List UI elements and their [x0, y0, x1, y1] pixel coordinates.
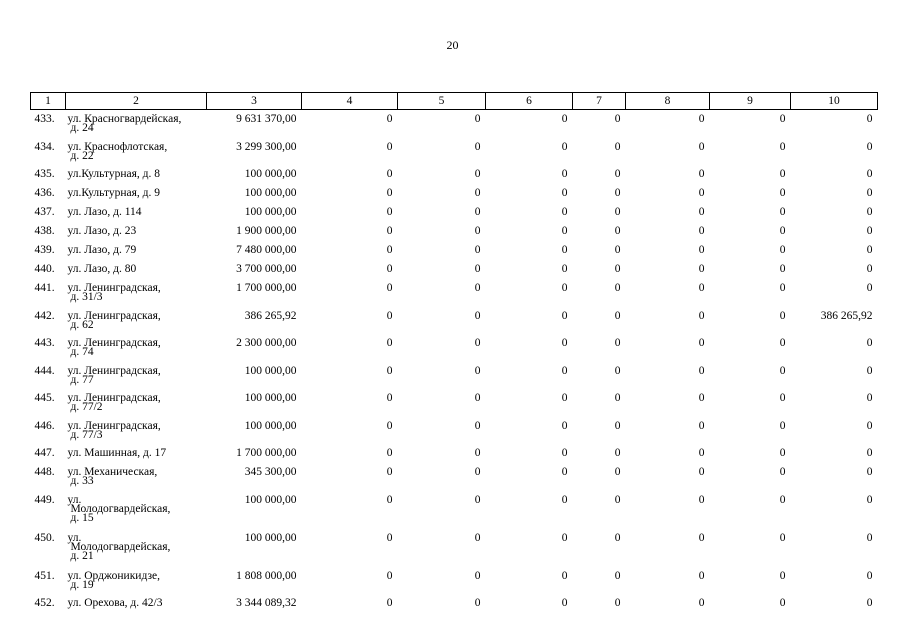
row-number: 441. [34, 282, 55, 294]
value-cell-col-7: 0 [614, 140, 621, 153]
value-cell-col-3: 386 265,92 [244, 309, 297, 322]
row-number: 443. [34, 337, 55, 349]
address-line: ул. Лазо, д. 79 [67, 244, 137, 256]
value-cell-col-5: 0 [474, 187, 481, 199]
row-number: 449. [34, 493, 55, 506]
value-cell-col-3: 9 631 370,00 [236, 113, 297, 125]
column-header-6: 6 [486, 93, 573, 110]
table-row [31, 448, 878, 467]
address-cell [66, 207, 207, 226]
value-cell-col-10: 0 [866, 206, 873, 218]
value-cell-col-8: 0 [698, 225, 705, 237]
row-number: 435. [34, 168, 55, 180]
value-cell-col-5: 0 [474, 309, 481, 322]
address-line: ул. Ленинградская, [67, 337, 161, 349]
value-cell-col-4: 0 [386, 282, 393, 294]
value-cell-col-10: 0 [866, 337, 873, 349]
value-cell-col-7: 0 [614, 113, 621, 125]
value-cell-col-4: 0 [386, 569, 393, 582]
value-cell-col-10: 0 [866, 466, 873, 478]
value-cell-col-5: 0 [474, 244, 481, 256]
value-cell-col-10: 0 [866, 282, 873, 294]
value-cell-col-3: 3 299 300,00 [236, 140, 297, 153]
value-cell-col-6: 0 [561, 113, 568, 125]
address-line: Молодогвардейская, [70, 540, 171, 553]
value-cell-col-4: 0 [386, 337, 393, 349]
value-cell-col-3: 7 480 000,00 [236, 244, 297, 256]
value-cell-col-4: 0 [386, 168, 393, 180]
value-cell-col-7: 0 [614, 263, 621, 275]
address-line: ул. Ленинградская, [67, 309, 161, 322]
value-cell-col-4: 0 [386, 225, 393, 237]
value-cell-col-9: 0 [779, 244, 786, 256]
address-cell [66, 366, 207, 394]
value-cell-col-8: 0 [698, 206, 705, 218]
value-cell-col-7: 0 [614, 206, 621, 218]
value-cell-col-7: 0 [614, 187, 621, 199]
value-cell-col-8: 0 [698, 337, 705, 349]
value-cell-col-4: 0 [386, 263, 393, 275]
value-cell-col-5: 0 [474, 140, 481, 153]
address-line: ул. [67, 493, 82, 506]
value-cell-col-3: 100 000,00 [244, 168, 297, 180]
value-cell-col-3: 100 000,00 [244, 419, 297, 432]
value-cell-col-6: 0 [561, 309, 568, 322]
row-number: 439. [34, 244, 55, 256]
address-line: д. 33 [70, 475, 94, 488]
value-cell-col-8: 0 [698, 113, 705, 125]
table-row [31, 533, 878, 571]
value-cell-col-4: 0 [386, 206, 393, 218]
value-cell-col-8: 0 [698, 493, 705, 506]
address-line: ул. Лазо, д. 114 [67, 206, 142, 218]
value-cell-col-3: 345 300,00 [244, 466, 297, 478]
address-line: д. 15 [70, 512, 94, 525]
value-cell-col-7: 0 [614, 309, 621, 322]
address-cell [66, 495, 207, 533]
table-row [31, 264, 878, 283]
value-cell-col-9: 0 [779, 282, 786, 294]
value-cell-col-5: 0 [474, 337, 481, 349]
address-cell [66, 283, 207, 311]
column-header-8: 8 [626, 93, 710, 110]
value-cell-col-9: 0 [779, 187, 786, 199]
value-cell-col-4: 0 [386, 113, 393, 125]
value-cell-col-7: 0 [614, 337, 621, 349]
address-cell [66, 448, 207, 467]
value-cell-col-6: 0 [561, 569, 568, 582]
address-cell [66, 338, 207, 366]
value-cell-col-8: 0 [698, 447, 705, 459]
value-cell-col-7: 0 [614, 364, 621, 377]
value-cell-col-3: 100 000,00 [244, 493, 297, 506]
value-cell-col-6: 0 [561, 392, 568, 404]
row-number: 436. [34, 187, 55, 199]
value-cell-col-10: 0 [866, 419, 873, 432]
value-cell-col-8: 0 [698, 282, 705, 294]
value-cell-col-9: 0 [779, 447, 786, 459]
table-row [31, 421, 878, 449]
value-cell-col-8: 0 [698, 140, 705, 153]
address-line: ул.Культурная, д. 8 [67, 168, 160, 180]
value-cell-col-9: 0 [779, 493, 786, 506]
value-cell-col-8: 0 [698, 419, 705, 432]
value-cell-col-7: 0 [614, 597, 621, 609]
budget-table [30, 92, 878, 617]
value-cell-col-5: 0 [474, 419, 481, 432]
address-line: ул. Ленинградская, [67, 392, 161, 404]
row-number: 442. [34, 309, 55, 322]
value-cell-col-9: 0 [779, 466, 786, 478]
row-number: 434. [34, 140, 55, 153]
address-cell [66, 467, 207, 495]
address-cell [66, 598, 207, 617]
value-cell-col-9: 0 [779, 419, 786, 432]
column-header-3: 3 [207, 93, 302, 110]
row-number: 450. [34, 531, 55, 544]
row-number: 444. [34, 364, 55, 377]
row-number: 448. [34, 466, 55, 478]
table-row [31, 311, 878, 339]
value-cell-col-8: 0 [698, 466, 705, 478]
address-line: ул. Механическая, [67, 466, 158, 478]
address-cell [66, 142, 207, 170]
value-cell-col-7: 0 [614, 531, 621, 544]
value-cell-col-5: 0 [474, 597, 481, 609]
value-cell-col-8: 0 [698, 187, 705, 199]
value-cell-col-6: 0 [561, 466, 568, 478]
address-line: д. 74 [70, 346, 94, 359]
value-cell-col-10: 0 [866, 392, 873, 404]
value-cell-col-10: 0 [866, 113, 873, 125]
value-cell-col-7: 0 [614, 392, 621, 404]
address-line: ул. Орехова, д. 42/3 [67, 597, 163, 609]
value-cell-col-6: 0 [561, 263, 568, 275]
address-cell [66, 571, 207, 599]
table-row [31, 598, 878, 617]
table-row [31, 571, 878, 599]
row-number: 451. [34, 569, 55, 582]
value-cell-col-8: 0 [698, 168, 705, 180]
address-line: ул. [67, 531, 82, 544]
value-cell-col-7: 0 [614, 493, 621, 506]
value-cell-col-3: 1 808 000,00 [236, 569, 297, 582]
value-cell-col-7: 0 [614, 244, 621, 256]
value-cell-col-6: 0 [561, 140, 568, 153]
value-cell-col-6: 0 [561, 187, 568, 199]
address-cell [66, 421, 207, 449]
value-cell-col-10: 0 [866, 168, 873, 180]
table-row [31, 495, 878, 533]
value-cell-col-9: 0 [779, 309, 786, 322]
value-cell-col-6: 0 [561, 337, 568, 349]
header-row [31, 93, 878, 110]
value-cell-col-4: 0 [386, 309, 393, 322]
value-cell-col-5: 0 [474, 466, 481, 478]
address-line: д. 31/3 [70, 291, 103, 304]
table-row [31, 283, 878, 311]
value-cell-col-4: 0 [386, 531, 393, 544]
value-cell-col-3: 1 700 000,00 [236, 282, 297, 294]
address-line: Молодогвардейская, [70, 502, 171, 515]
column-header-7: 7 [573, 93, 626, 110]
address-cell [66, 245, 207, 264]
value-cell-col-9: 0 [779, 113, 786, 125]
value-cell-col-10: 0 [866, 187, 873, 199]
column-header-1: 1 [31, 93, 66, 110]
row-number: 440. [34, 263, 55, 275]
column-header-4: 4 [302, 93, 398, 110]
value-cell-col-9: 0 [779, 140, 786, 153]
address-line: д. 24 [70, 122, 94, 135]
column-header-5: 5 [398, 93, 486, 110]
value-cell-col-4: 0 [386, 597, 393, 609]
value-cell-col-9: 0 [779, 206, 786, 218]
address-line: ул. Ленинградская, [67, 419, 161, 432]
value-cell-col-5: 0 [474, 493, 481, 506]
address-line: д. 19 [70, 578, 94, 591]
value-cell-col-5: 0 [474, 168, 481, 180]
value-cell-col-6: 0 [561, 531, 568, 544]
table-body [31, 110, 878, 618]
row-number: 445. [34, 392, 55, 404]
address-cell [66, 188, 207, 207]
address-line: ул. Ленинградская, [67, 364, 161, 377]
value-cell-col-8: 0 [698, 309, 705, 322]
address-line: ул. Лазо, д. 80 [67, 263, 137, 275]
value-cell-col-5: 0 [474, 263, 481, 275]
value-cell-col-9: 0 [779, 597, 786, 609]
value-cell-col-5: 0 [474, 206, 481, 218]
value-cell-col-3: 100 000,00 [244, 187, 297, 199]
value-cell-col-10: 0 [866, 597, 873, 609]
address-cell [66, 533, 207, 571]
value-cell-col-10: 0 [866, 225, 873, 237]
value-cell-col-9: 0 [779, 168, 786, 180]
value-cell-col-6: 0 [561, 364, 568, 377]
table-row [31, 169, 878, 188]
value-cell-col-5: 0 [474, 392, 481, 404]
address-line: ул. Лазо, д. 23 [67, 225, 137, 237]
value-cell-col-4: 0 [386, 244, 393, 256]
value-cell-col-8: 0 [698, 392, 705, 404]
value-cell-col-7: 0 [614, 569, 621, 582]
value-cell-col-6: 0 [561, 168, 568, 180]
value-cell-col-8: 0 [698, 364, 705, 377]
table-row [31, 393, 878, 421]
address-line: ул.Культурная, д. 9 [67, 187, 160, 199]
value-cell-col-4: 0 [386, 392, 393, 404]
value-cell-col-9: 0 [779, 225, 786, 237]
value-cell-col-4: 0 [386, 419, 393, 432]
address-cell [66, 393, 207, 421]
value-cell-col-7: 0 [614, 168, 621, 180]
address-line: ул. Машинная, д. 17 [67, 447, 167, 459]
value-cell-col-8: 0 [698, 531, 705, 544]
value-cell-col-10: 0 [866, 493, 873, 506]
table-row [31, 226, 878, 245]
value-cell-col-6: 0 [561, 244, 568, 256]
row-number: 447. [34, 447, 55, 459]
value-cell-col-9: 0 [779, 392, 786, 404]
row-number: 437. [34, 206, 55, 218]
address-cell [66, 169, 207, 188]
table-row [31, 467, 878, 495]
value-cell-col-7: 0 [614, 419, 621, 432]
value-cell-col-4: 0 [386, 187, 393, 199]
address-cell [66, 264, 207, 283]
value-cell-col-4: 0 [386, 364, 393, 377]
address-line: д. 77/2 [70, 401, 103, 414]
table-row [31, 142, 878, 170]
value-cell-col-5: 0 [474, 447, 481, 459]
address-line: ул. Ленинградская, [67, 282, 161, 294]
value-cell-col-3: 100 000,00 [244, 392, 297, 404]
column-header-2: 2 [66, 93, 207, 110]
value-cell-col-3: 100 000,00 [244, 364, 297, 377]
value-cell-col-6: 0 [561, 493, 568, 506]
value-cell-col-5: 0 [474, 569, 481, 582]
address-cell [66, 226, 207, 245]
value-cell-col-6: 0 [561, 225, 568, 237]
value-cell-col-10: 0 [866, 364, 873, 377]
value-cell-col-4: 0 [386, 466, 393, 478]
value-cell-col-6: 0 [561, 419, 568, 432]
value-cell-col-4: 0 [386, 493, 393, 506]
row-number: 433. [34, 113, 55, 125]
value-cell-col-5: 0 [474, 531, 481, 544]
row-number: 452. [34, 597, 55, 609]
table-header [31, 93, 878, 110]
value-cell-col-7: 0 [614, 447, 621, 459]
table-row [31, 110, 878, 142]
value-cell-col-10: 0 [866, 447, 873, 459]
address-line: д. 62 [70, 318, 94, 331]
value-cell-col-5: 0 [474, 225, 481, 237]
value-cell-col-9: 0 [779, 569, 786, 582]
address-line: д. 22 [70, 149, 94, 162]
value-cell-col-3: 100 000,00 [244, 206, 297, 218]
value-cell-col-8: 0 [698, 569, 705, 582]
value-cell-col-3: 100 000,00 [244, 531, 297, 544]
value-cell-col-7: 0 [614, 282, 621, 294]
table-row [31, 366, 878, 394]
value-cell-col-3: 3 344 089,32 [236, 597, 297, 609]
value-cell-col-8: 0 [698, 244, 705, 256]
value-cell-col-5: 0 [474, 113, 481, 125]
column-header-9: 9 [710, 93, 791, 110]
value-cell-col-9: 0 [779, 263, 786, 275]
value-cell-col-10: 386 265,92 [820, 309, 873, 322]
value-cell-col-3: 3 700 000,00 [236, 263, 297, 275]
page-number: 20 [446, 38, 459, 52]
value-cell-col-10: 0 [866, 531, 873, 544]
value-cell-col-9: 0 [779, 531, 786, 544]
value-cell-col-10: 0 [866, 140, 873, 153]
value-cell-col-5: 0 [474, 364, 481, 377]
value-cell-col-6: 0 [561, 597, 568, 609]
value-cell-col-3: 1 900 000,00 [236, 225, 297, 237]
address-cell [66, 110, 207, 142]
table-row [31, 207, 878, 226]
value-cell-col-4: 0 [386, 447, 393, 459]
address-line: ул. Орджоникидзе, [67, 569, 160, 582]
row-number: 446. [34, 419, 55, 432]
table-row [31, 188, 878, 207]
table-row [31, 338, 878, 366]
address-line: д. 77/3 [70, 428, 103, 441]
row-number: 438. [34, 225, 55, 237]
address-line: д. 77 [70, 373, 94, 386]
value-cell-col-8: 0 [698, 597, 705, 609]
value-cell-col-7: 0 [614, 466, 621, 478]
value-cell-col-7: 0 [614, 225, 621, 237]
address-line: ул. Красногвардейская, [67, 113, 182, 125]
value-cell-col-8: 0 [698, 263, 705, 275]
address-line: ул. Краснофлотская, [67, 140, 168, 153]
table-row [31, 245, 878, 264]
address-cell [66, 311, 207, 339]
value-cell-col-5: 0 [474, 282, 481, 294]
value-cell-col-9: 0 [779, 364, 786, 377]
value-cell-col-10: 0 [866, 263, 873, 275]
value-cell-col-3: 2 300 000,00 [236, 337, 297, 349]
value-cell-col-10: 0 [866, 244, 873, 256]
value-cell-col-6: 0 [561, 282, 568, 294]
value-cell-col-6: 0 [561, 206, 568, 218]
value-cell-col-3: 1 700 000,00 [236, 447, 297, 459]
value-cell-col-6: 0 [561, 447, 568, 459]
value-cell-col-10: 0 [866, 569, 873, 582]
address-line: д. 21 [70, 550, 94, 563]
value-cell-col-4: 0 [386, 140, 393, 153]
column-header-10: 10 [791, 93, 878, 110]
value-cell-col-9: 0 [779, 337, 786, 349]
